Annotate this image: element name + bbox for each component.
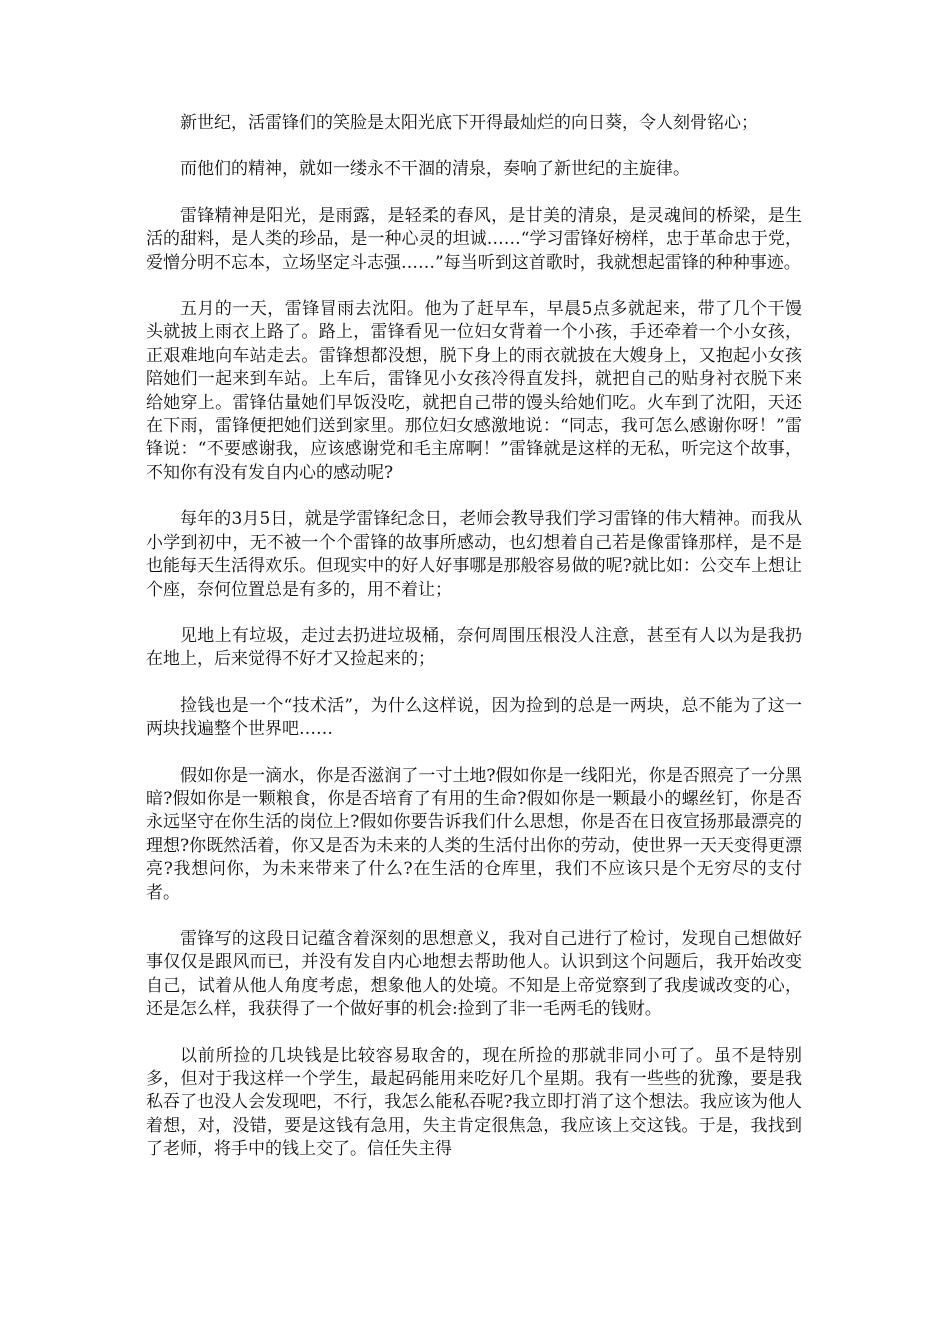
paragraph-2: 而他们的精神，就如一缕永不干涸的清泉，奏响了新世纪的主旋律。 [180,159,690,180]
paragraph-6: 见地上有垃圾，走过去扔进垃圾桶，奈何周围压根没人注意，甚至有人以为是我扔在地上，后来觉得不好才又捡起来的； [146,625,802,670]
paragraph-10: 以前所捡的几块钱是比较容易取舍的，现在所捡的那就非同小可了。虽不是特别多，但对于我这样一个学生，最起码能用来吃好几个星期。我有一些些的犹豫，要是我私吞了也没人会发现吧，不行，我怎么能私吞呢?我立即打消了这个想法。我应该为他人着想，对，没错，要是这钱有急用，失主肯定很焦急，我应该上交这钱。于是，我找到了老师，将手中的钱上交了。信任失主得 [146,1045,802,1160]
paragraph-1: 新世纪，活雷锋们的笑脸是太阳光底下开得最灿烂的向日葵，令人刻骨铭心； [180,113,758,133]
paragraph-3: 雷锋精神是阳光，是雨露，是轻柔的春风，是甘美的清泉，是灵魂间的桥梁，是生活的甜料，是人类的珍品，是一种心灵的坦诚……“学习雷锋好榜样，忠于革命忠于党，爱憎分明不忘本，立场坚定斗志强……”每当听到这首歌时，我就想起雷锋的种种事迹。 [146,205,802,273]
document-page [146,112,802,1185]
paragraph-9: 雷锋写的这段日记蕴含着深刻的思想意义，我对自己进行了检讨，发现自己想做好事仅仅是跟风而已，并没有发自内心地想去帮助他人。认识到这个问题后，我开始改变自己，试着从他人角度考虑，想象他人的处境。不知是上帝觉察到了我虔诚改变的心，还是怎么样，我获得了一个做好事的机会:捡到了非一毛两毛的钱财。 [146,928,802,1020]
paragraph-5: 每年的3月5日，就是学雷锋纪念日，老师会教导我们学习雷锋的伟大精神。而我从小学到初中，无不被一个个雷锋的故事所感动，也幻想着自己若是像雷锋那样，是不是也能每天生活得欢乐。但现实中的好人好事哪是那般容易做的呢?就比如：公交车上想让个座，奈何位置总是有多的，用不着让； [146,509,802,600]
paragraph-7: 捡钱也是一个“技术活”，为什么这样说，因为捡到的总是一两块，总不能为了这一两块找遍整个世界吧…… [146,695,802,740]
paragraph-8: 假如你是一滴水，你是否滋润了一寸土地?假如你是一线阳光，你是否照亮了一分黑暗?假如你是一颗粮食，你是否培育了有用的生命?假如你是一颗最小的螺丝钉，你是否永远坚守在你生活的岗位上?假如你要告诉我们什么思想，你是否在日夜宣扬那最漂亮的理想?你既然活着，你又是否为未来的人类的生活付出你的劳动，使世界一天天变得更漂亮?我想问你，为未来带来了什么?在生活的仓库里，我们不应该只是个无穷尽的支付者。 [146,765,802,903]
paragraph-4: 五月的一天，雷锋冒雨去沈阳。他为了赶早车，早晨5点多就起来，带了几个干馒头就披上雨衣上路了。路上，雷锋看见一位妇女背着一个小孩，手还牵着一个小女孩，正艰难地向车站走去。雷锋想都没想，脱下身上的雨衣就披在大嫂身上，又抱起小女孩陪她们一起来到车站。上车后，雷锋见小女孩冷得直发抖，就把自己的贴身衬衣脱下来给她穿上。雷锋估量她们早饭没吃，就把自己带的馒头给她们吃。火车到了沈阳，天还在下雨，雷锋便把她们送到家里。那位妇女感激地说：“同志，我可怎么感谢你呀！”雷锋说：“不要感谢我，应该感谢党和毛主席啊！”雷锋就是这样的无私，听完这个故事，不知你有没有发自内心的感动呢? [146,299,802,483]
